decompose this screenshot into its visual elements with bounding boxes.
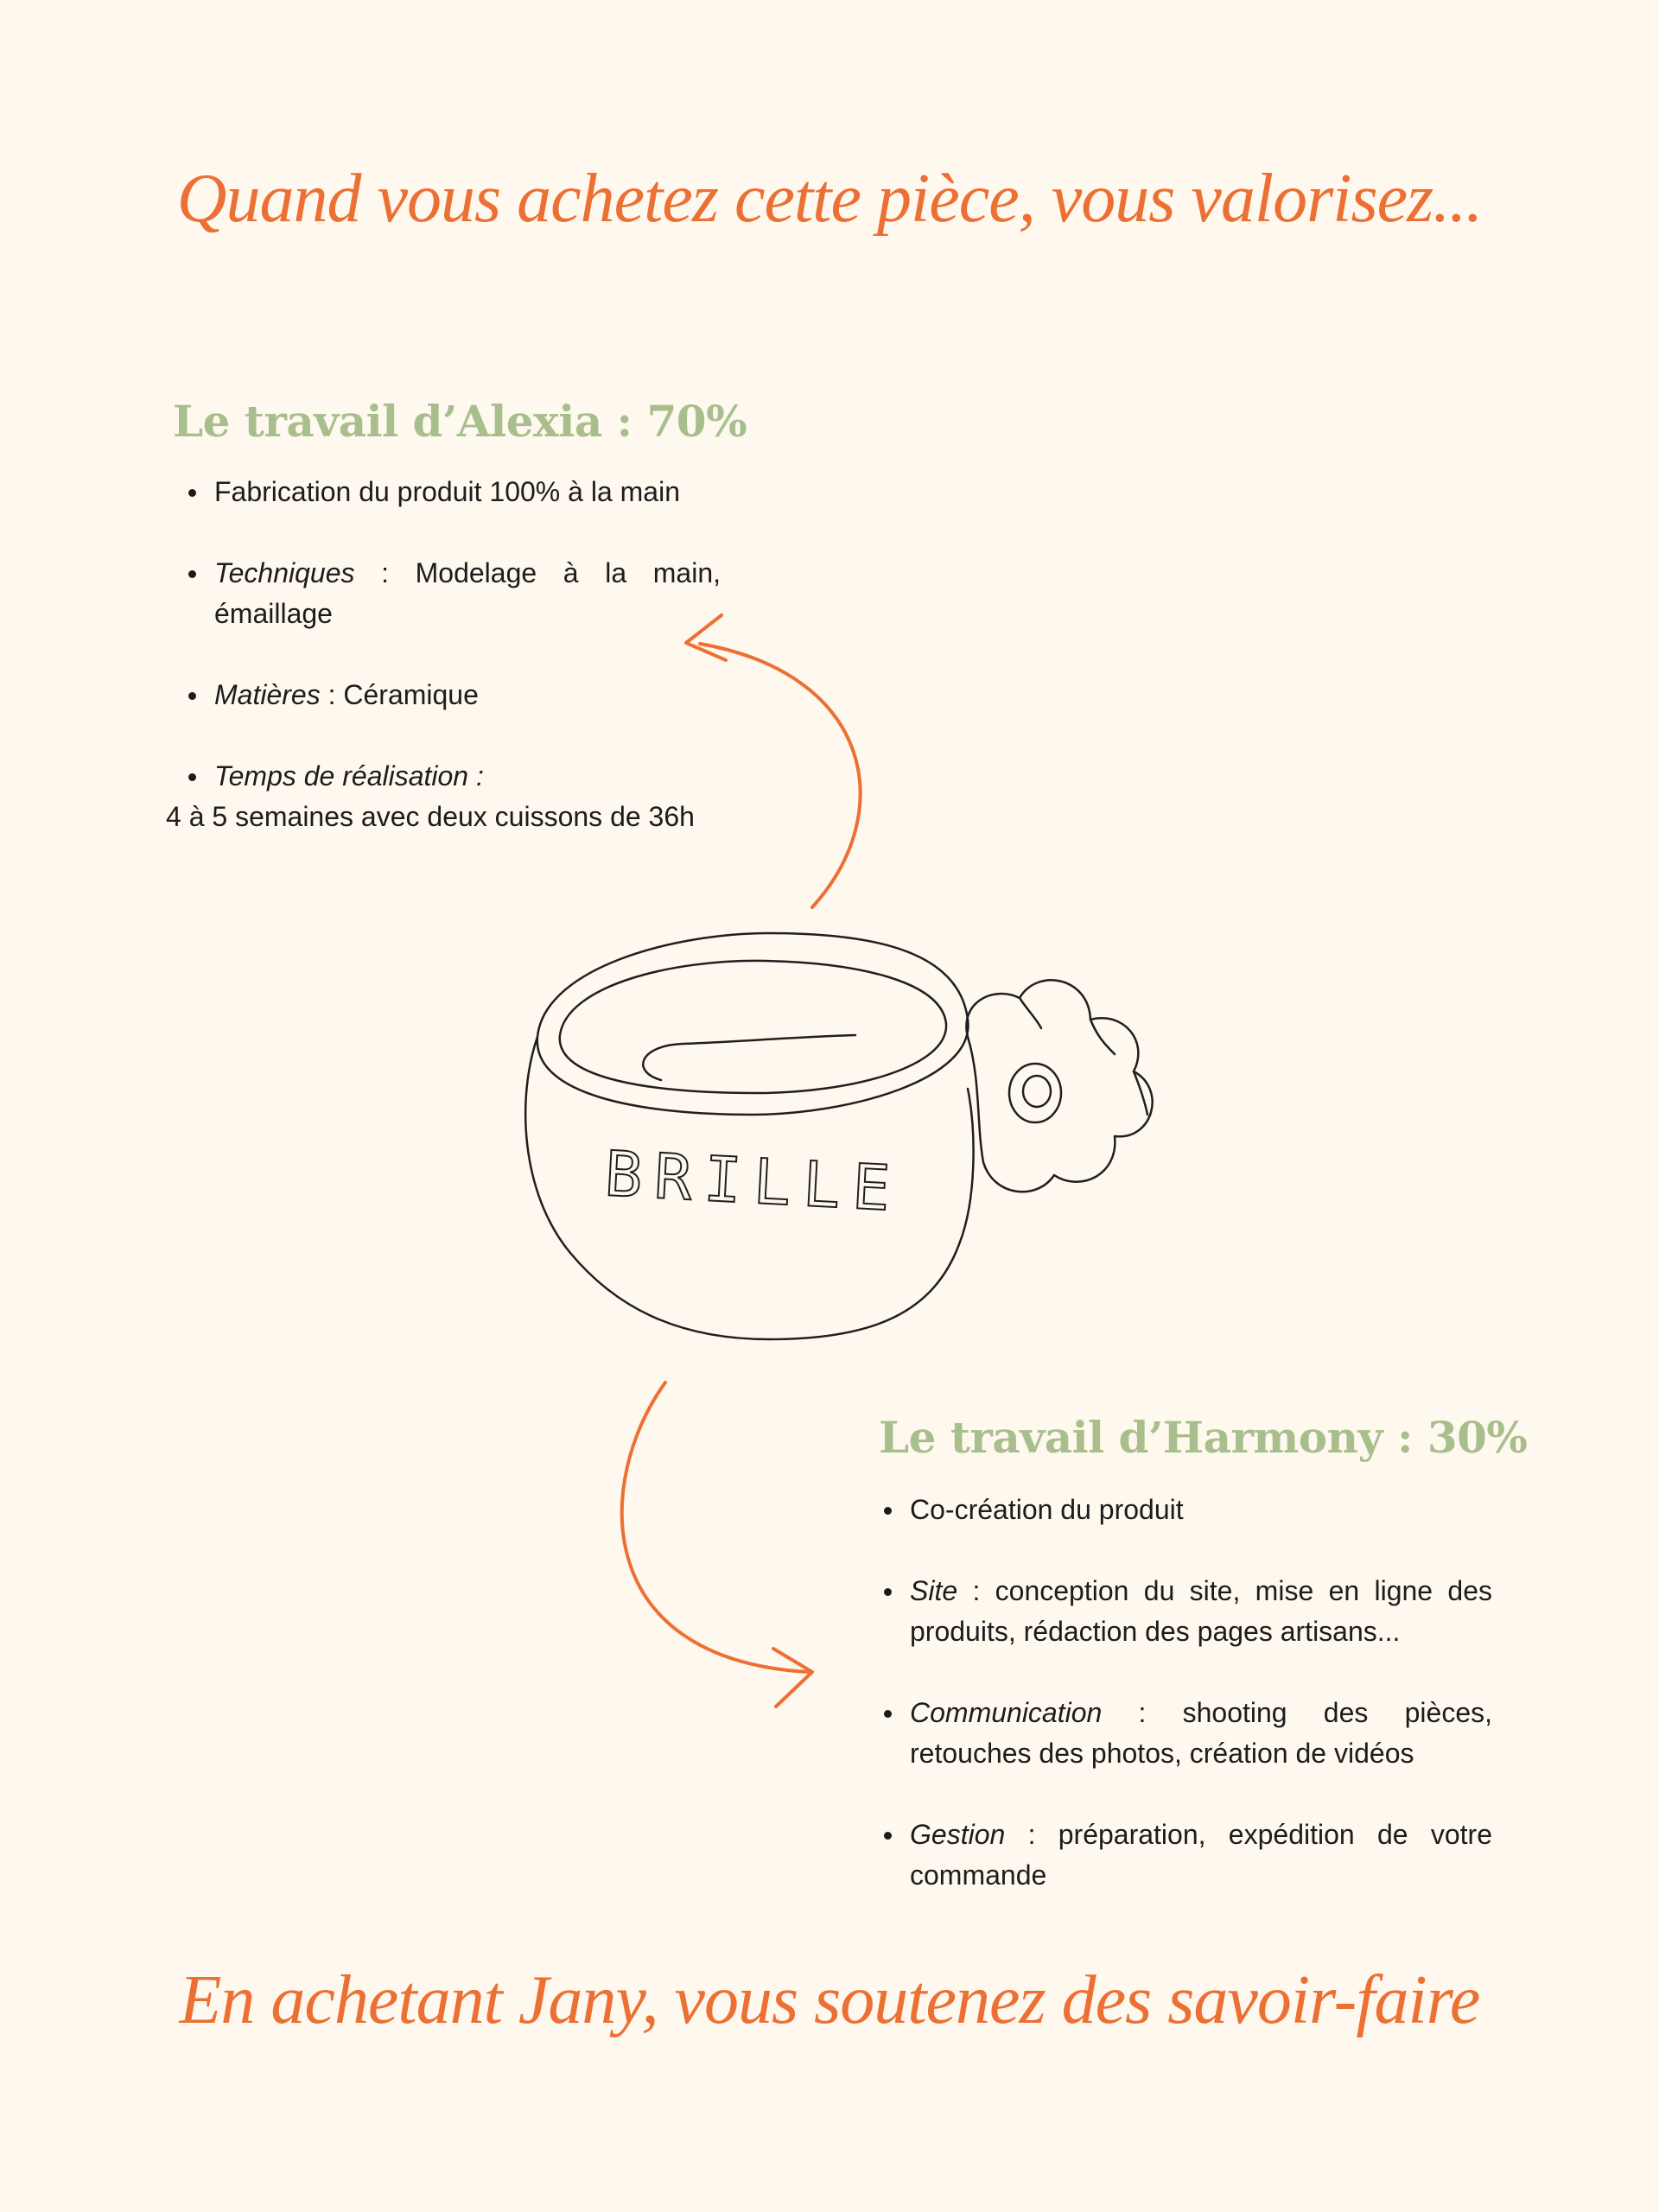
harmony-heading: Le travail d’Harmony : 30% [879, 1412, 1528, 1463]
list-item [171, 553, 721, 634]
item-label: Site [910, 1575, 958, 1606]
item-label: Matières [214, 679, 321, 710]
item-label: Gestion [910, 1819, 1006, 1850]
harmony-list [867, 1490, 1492, 1896]
item-label: Techniques [214, 557, 355, 588]
list-item [867, 1693, 1492, 1774]
mug-text: BRILLE [603, 1137, 905, 1225]
list-item [166, 756, 721, 837]
arrow-up-left-icon [674, 605, 881, 916]
list-item [171, 472, 721, 512]
list-item [867, 1815, 1492, 1896]
arrow-down-right-icon [588, 1374, 830, 1719]
page-title: Quand vous achetez cette pièce, vous valorisez... [176, 161, 1483, 237]
item-text: 4 à 5 semaines avec deux cuissons de 36h [166, 801, 695, 832]
item-text: Co-création du produit [910, 1494, 1184, 1525]
alexia-list [166, 472, 721, 837]
item-text: : Modelage à la main, émaillage [214, 557, 721, 629]
list-item [867, 1571, 1492, 1652]
item-text: : shooting des pièces, retouches des photos, création de vidéos [910, 1697, 1492, 1769]
list-item [867, 1490, 1492, 1530]
item-label: Communication [910, 1697, 1103, 1728]
item-label: Temps de réalisation : [214, 760, 484, 791]
item-text: : préparation, expédition de votre commande [910, 1819, 1492, 1891]
alexia-heading: Le travail d’Alexia : 70% [173, 396, 747, 447]
item-text: : Céramique [320, 679, 479, 710]
item-text: : conception du site, mise en ligne des produits, rédaction des pages artisans... [910, 1575, 1492, 1647]
footer-title: En achetant Jany, vous soutenez des savoir-faire [179, 1962, 1480, 2038]
item-text: Fabrication du produit 100% à la main [214, 476, 680, 507]
list-item [171, 675, 721, 715]
